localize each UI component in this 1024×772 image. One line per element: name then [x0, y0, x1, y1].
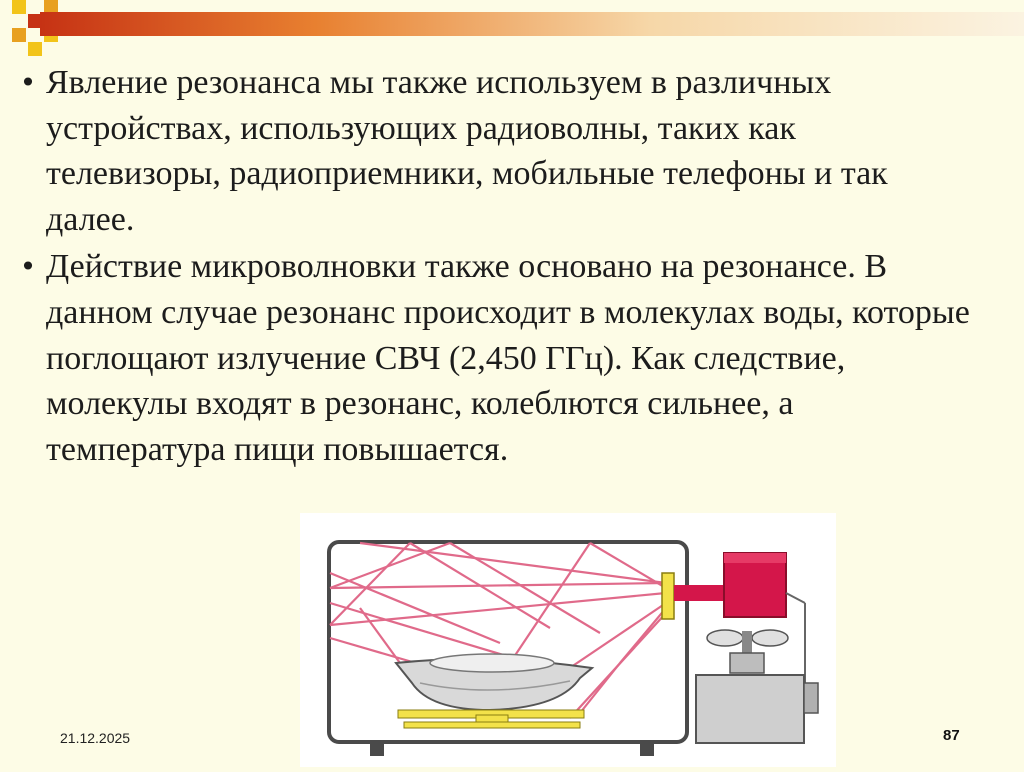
- page-number: 87: [943, 727, 960, 744]
- power-supply-icon: [696, 675, 818, 743]
- microwave-illustration: [300, 513, 836, 767]
- waveguide: [662, 573, 724, 619]
- slide-body: [10, 60, 970, 474]
- slide-date: 21.12.2025: [60, 730, 131, 746]
- header-gradient-bar: [40, 12, 1024, 36]
- bullet-item: [10, 244, 970, 472]
- bullet-item: [10, 60, 970, 242]
- bullet-text-microwave: Действие микроволновки также основано на резонансе. В данном случае резонанс происходит в молекулах воды, которые поглощают излучение СВЧ (2,450 ГГц). Как следствие, молекулы входят в резонанс, колеблются сильнее, а температура пищи повышается.: [46, 248, 970, 468]
- bullet-symbol: •: [19, 66, 37, 99]
- bullet-text-radio-devices: Явление резонанса мы также используем в различных устройствах, использующих радиоволны, таких как телевизоры, радиоприемники, мобильные телефоны и так далее.: [46, 64, 888, 238]
- bullet-symbol: •: [19, 250, 37, 284]
- fan-icon: [707, 630, 788, 673]
- oven-foot: [370, 742, 384, 756]
- microwave-diagram: [300, 513, 836, 767]
- oven-foot: [640, 742, 654, 756]
